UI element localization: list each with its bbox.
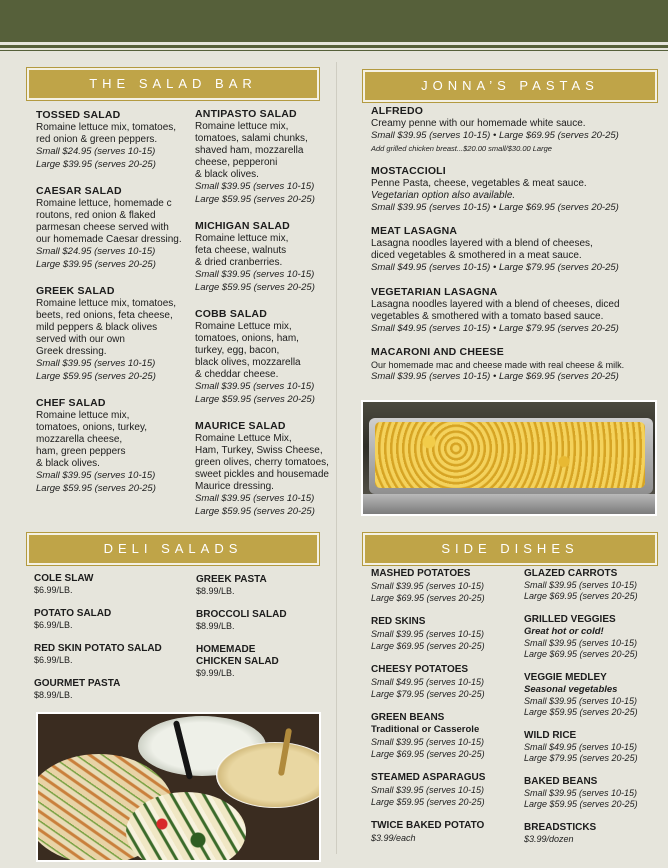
- item-price: Large $59.95 (serves 20-25): [195, 193, 315, 205]
- item-price: Large $59.95 (serves 20-25): [195, 281, 315, 293]
- deli-item-broccoli-salad: [196, 609, 331, 632]
- item-price: Small $39.95 (serves 10-15): [36, 358, 156, 369]
- item-name: POTATO SALAD: [34, 608, 112, 619]
- item-price: Small $39.95 (serves 10-15): [195, 381, 315, 392]
- item-desc: diced vegetables & smothered in a meat sauce.: [371, 250, 582, 261]
- item-desc: our homemade Caesar dressing.: [36, 234, 182, 245]
- item-name: COLE SLAW: [34, 573, 94, 584]
- item-price: $8.99/LB.: [34, 690, 73, 700]
- item-name: GLAZED CARROTS: [524, 568, 618, 579]
- item-price: Small $39.95 (serves 10-15) • Large $69.95 (serves 20-25): [371, 371, 619, 382]
- item-desc: parmesan cheese served with: [36, 222, 169, 233]
- item-name: MOSTACCIOLI: [371, 164, 446, 177]
- item-price: Small $24.95 (serves 10-15): [36, 146, 156, 157]
- side-item-mashed-potatoes: [371, 568, 521, 604]
- side-item-red-skins: [371, 616, 521, 652]
- item-desc: cheese, pepperoni: [195, 157, 278, 168]
- item-name: TWICE BAKED POTATO: [371, 820, 485, 831]
- item-price: Small $49.95 (serves 10-15) • Large $79.95 (serves 20-25): [371, 262, 619, 273]
- item-name: COBB SALAD: [195, 308, 267, 320]
- sides-right-column: [524, 568, 664, 845]
- item-name: BAKED BEANS: [524, 776, 598, 787]
- item-desc: Romaine lettuce mix, tomatoes,: [36, 122, 177, 133]
- pastas-header: JONNA’S PASTAS: [363, 70, 657, 102]
- item-price: Small $24.95 (serves 10-15): [36, 246, 156, 257]
- item-price: Large $69.95 (serves 20-25): [371, 749, 485, 759]
- deli-item-cole-slaw: [34, 573, 199, 596]
- menu-item-greek-salad: [36, 285, 194, 383]
- item-name: MACARONI AND CHEESE: [371, 346, 504, 358]
- item-price: $9.99/LB.: [196, 668, 235, 678]
- item-name: GREEN BEANS: [371, 712, 445, 723]
- item-price: $8.99/LB.: [196, 586, 235, 596]
- item-price: Large $59.95 (serves 20-25): [36, 482, 156, 494]
- item-price: Large $59.95 (serves 20-25): [524, 799, 638, 809]
- pastas-column: [371, 105, 661, 398]
- sides-left-column: [371, 568, 521, 844]
- item-desc: green olives, cherry tomatoes,: [195, 457, 329, 468]
- item-price: Large $59.95 (serves 20-25): [524, 707, 638, 717]
- side-item-cheesy-potatoes: [371, 664, 521, 700]
- side-item-wild-rice: [524, 730, 664, 764]
- side-item-twice-baked-potato: [371, 820, 521, 844]
- item-desc: & dried cranberries.: [195, 257, 283, 268]
- item-desc: ham, green peppers: [36, 446, 126, 457]
- item-desc: & cheddar cheese.: [195, 369, 279, 380]
- deli-item-red-skin-potato-salad: [34, 643, 199, 666]
- item-desc: served with our own: [36, 334, 125, 345]
- item-note: Add grilled chicken breast...$20.00 small/$30.00 Large: [371, 143, 552, 153]
- item-desc: shaved ham, mozzarella: [195, 145, 304, 156]
- menu-item-alfredo: [371, 105, 661, 154]
- deli-item-homemade-chicken-salad: [196, 644, 331, 679]
- item-name: GRILLED VEGGIES: [524, 614, 616, 625]
- item-price: Large $59.95 (serves 20-25): [36, 370, 156, 382]
- item-desc: tomatoes, salami chunks,: [195, 133, 308, 144]
- menu-item-chef-salad: [36, 397, 194, 495]
- menu-item-meat-lasagna: [371, 225, 661, 275]
- item-desc: Lasagna noodles layered with a blend of cheeses, diced: [371, 298, 620, 310]
- menu-item-vegetarian-lasagna: [371, 286, 661, 336]
- side-item-glazed-carrots: [524, 568, 664, 602]
- deli-salads-photo: [36, 712, 321, 862]
- item-name: VEGETARIAN LASAGNA: [371, 285, 498, 298]
- item-desc: Romaine Lettuce Mix,: [195, 433, 292, 444]
- item-price: Small $49.95 (serves 10-15) • Large $79.95 (serves 20-25): [371, 322, 619, 334]
- item-name: CHEESY POTATOES: [371, 664, 469, 675]
- item-desc: turkey, egg, bacon,: [195, 345, 280, 356]
- item-name: ANTIPASTO SALAD: [195, 108, 297, 120]
- item-desc: Maurice dressing.: [195, 481, 274, 492]
- item-desc: feta cheese, walnuts: [195, 245, 287, 256]
- item-desc: vegetables & smothered with a tomato based sauce.: [371, 310, 604, 322]
- item-price: $8.99/LB.: [196, 621, 235, 631]
- item-desc: mozzarella cheese,: [36, 434, 123, 445]
- side-item-green-beans: [371, 712, 521, 760]
- item-name: WILD RICE: [524, 730, 577, 741]
- item-desc: Romaine lettuce mix, tomatoes,: [36, 298, 177, 309]
- item-price: $6.99/LB.: [34, 585, 73, 595]
- item-name: VEGGIE MEDLEY: [524, 672, 607, 683]
- item-name: HOMEMADE: [196, 644, 256, 655]
- item-price: Large $39.95 (serves 20-25): [36, 258, 156, 270]
- item-desc: beets, red onions, feta cheese,: [36, 310, 173, 321]
- item-desc: Penne Pasta, cheese, vegetables & meat sauce.: [371, 177, 587, 189]
- item-name: GREEK SALAD: [36, 285, 115, 297]
- item-desc: red onion & green peppers.: [36, 134, 158, 145]
- item-desc: Romaine lettuce mix,: [195, 233, 289, 244]
- top-banner: [0, 0, 668, 42]
- item-desc: tomatoes, onions, turkey,: [36, 422, 147, 433]
- item-price: Large $79.95 (serves 20-25): [524, 753, 638, 763]
- item-price: Small $39.95 (serves 10-15): [524, 638, 638, 648]
- item-desc: sweet pickles and housemade: [195, 469, 329, 480]
- item-price: Large $69.95 (serves 20-25): [371, 641, 485, 651]
- menu-item-antipasto-salad: [195, 108, 335, 206]
- item-name: RED SKIN POTATO SALAD: [34, 643, 162, 654]
- item-price: $6.99/LB.: [34, 620, 73, 630]
- menu-item-caesar-salad: [36, 185, 194, 271]
- item-name-line-2: CHICKEN SALAD: [196, 656, 279, 667]
- item-option: Vegetarian option also available.: [371, 189, 516, 201]
- item-name: MICHIGAN SALAD: [195, 220, 290, 232]
- item-desc: black olives, mozzarella: [195, 357, 301, 368]
- item-desc: Greek dressing.: [36, 346, 107, 357]
- item-price: $6.99/LB.: [34, 655, 73, 665]
- item-desc: Romaine Lettuce mix,: [195, 321, 292, 332]
- item-price: Large $59.95 (serves 20-25): [195, 505, 315, 517]
- salad-bar-right-column: [195, 108, 335, 532]
- side-item-steamed-asparagus: [371, 772, 521, 808]
- item-price: $3.99/dozen: [524, 834, 574, 844]
- top-rule-thin: [0, 50, 668, 51]
- item-name: MAURICE SALAD: [195, 420, 286, 432]
- item-price: Small $39.95 (serves 10-15): [36, 470, 156, 481]
- side-item-baked-beans: [524, 776, 664, 810]
- item-price: Small $39.95 (serves 10-15): [195, 269, 315, 280]
- menu-item-maurice-salad: [195, 420, 335, 518]
- side-dishes-header: SIDE DISHES: [363, 533, 657, 565]
- deli-item-gourmet-pasta: [34, 678, 199, 701]
- item-name: ALFREDO: [371, 105, 424, 117]
- item-price: Small $39.95 (serves 10-15): [371, 785, 485, 795]
- item-price: Small $39.95 (serves 10-15): [371, 737, 485, 747]
- item-price: Large $69.95 (serves 20-25): [371, 593, 485, 603]
- deli-item-greek-pasta: [196, 574, 331, 597]
- column-divider: [336, 62, 337, 854]
- item-price: Small $39.95 (serves 10-15): [195, 493, 315, 504]
- item-name: CAESAR SALAD: [36, 185, 122, 197]
- item-desc: & black olives.: [195, 169, 259, 180]
- item-subtitle: Seasonal vegetables: [524, 684, 618, 695]
- item-price: Small $39.95 (serves 10-15): [195, 181, 315, 192]
- item-name: MASHED POTATOES: [371, 568, 471, 579]
- item-name: BREADSTICKS: [524, 822, 597, 833]
- menu-item-macaroni-and-cheese: [371, 346, 661, 384]
- item-price: Large $79.95 (serves 20-25): [371, 689, 485, 699]
- top-rule: [0, 45, 668, 48]
- deli-item-potato-salad: [34, 608, 199, 631]
- item-price: $3.99/each: [371, 833, 416, 843]
- item-price: Small $39.95 (serves 10-15): [524, 580, 638, 590]
- item-price: Small $39.95 (serves 10-15): [371, 629, 485, 639]
- item-name: GOURMET PASTA: [34, 678, 121, 689]
- item-price: Small $39.95 (serves 10-15): [524, 788, 638, 798]
- deli-right-column: [196, 574, 331, 679]
- side-item-veggie-medley: [524, 672, 664, 718]
- item-desc: routons, red onion & flaked: [36, 210, 156, 221]
- item-price: Large $59.95 (serves 20-25): [371, 797, 485, 807]
- menu-item-cobb-salad: [195, 308, 335, 406]
- mac-and-cheese-photo: [361, 400, 657, 516]
- item-subtitle: Great hot or cold!: [524, 626, 604, 637]
- item-name: MEAT LASAGNA: [371, 225, 458, 237]
- item-name: RED SKINS: [371, 616, 426, 627]
- item-desc: tomatoes, onions, ham,: [195, 333, 299, 344]
- item-price: Small $39.95 (serves 10-15) • Large $69.95 (serves 20-25): [371, 130, 619, 141]
- salad-bar-header: THE SALAD BAR: [27, 68, 319, 100]
- item-desc: mild peppers & black olives: [36, 322, 158, 333]
- item-desc: Romaine lettuce, homemade c: [36, 198, 172, 209]
- item-name: CHEF SALAD: [36, 397, 106, 409]
- item-price: Small $39.95 (serves 10-15) • Large $69.95 (serves 20-25): [371, 201, 619, 213]
- item-price: Small $39.95 (serves 10-15): [371, 581, 485, 591]
- item-price: Small $49.95 (serves 10-15): [371, 677, 485, 687]
- deli-salads-header: DELI SALADS: [27, 533, 319, 565]
- item-name: BROCCOLI SALAD: [196, 609, 287, 620]
- menu-item-michigan-salad: [195, 220, 335, 294]
- side-item-grilled-veggies: [524, 614, 664, 660]
- deli-left-column: [34, 573, 199, 701]
- item-price: Small $39.95 (serves 10-15): [524, 696, 638, 706]
- item-price: Large $59.95 (serves 20-25): [195, 393, 315, 405]
- item-subtitle: Traditional or Casserole: [371, 724, 480, 735]
- item-name: STEAMED ASPARAGUS: [371, 772, 486, 783]
- item-desc: Creamy penne with our homemade white sauce.: [371, 118, 586, 129]
- item-price: Large $69.95 (serves 20-25): [524, 591, 638, 601]
- salad-bar-left-column: [36, 109, 194, 509]
- item-desc: Lasagna noodles layered with a blend of cheeses,: [371, 238, 593, 249]
- item-desc: Ham, Turkey, Swiss Cheese,: [195, 445, 323, 456]
- side-item-breadsticks: [524, 822, 664, 845]
- menu-item-mostaccioli: [371, 165, 661, 215]
- item-price: Large $69.95 (serves 20-25): [524, 649, 638, 659]
- item-desc: Romaine lettuce mix,: [195, 121, 289, 132]
- item-price: Large $39.95 (serves 20-25): [36, 158, 156, 170]
- item-desc: & black olives.: [36, 458, 100, 469]
- item-name: GREEK PASTA: [196, 574, 267, 585]
- item-price: Small $49.95 (serves 10-15): [524, 742, 638, 752]
- item-desc: Our homemade mac and cheese made with real cheese & milk.: [371, 360, 625, 370]
- menu-item-tossed-salad: [36, 109, 194, 171]
- item-name: TOSSED SALAD: [36, 109, 121, 121]
- item-desc: Romaine lettuce mix,: [36, 410, 130, 421]
